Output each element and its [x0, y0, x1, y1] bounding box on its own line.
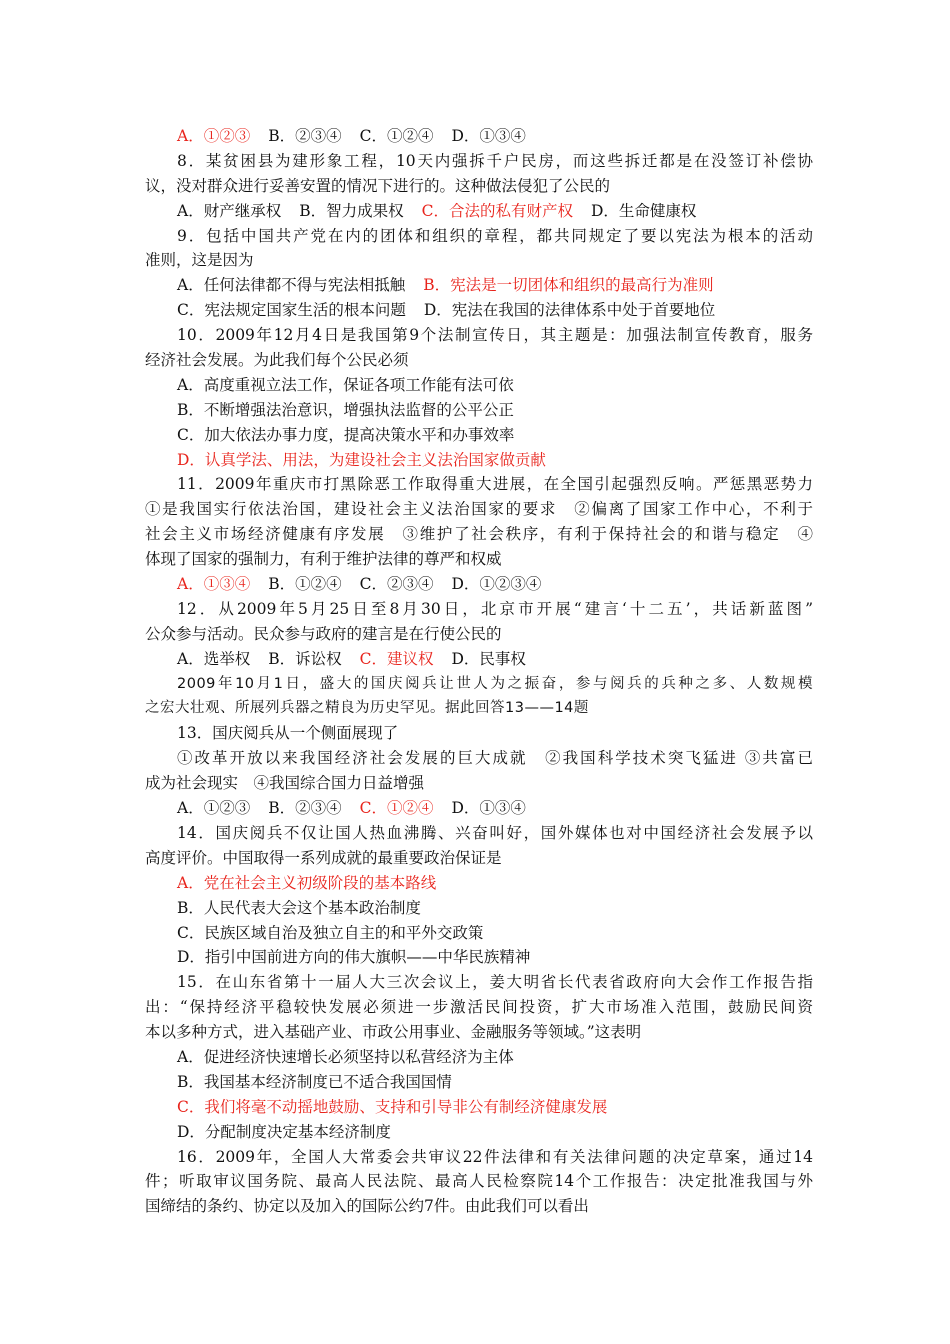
q12-stem-line1: 12．从2009年5月25日至8月30日，北京市开展“建言‘十二五’，共话新蓝图” [177, 599, 813, 618]
q11-option-c: C．②③④ [359, 575, 434, 594]
q12-option-d: D．民事权 [451, 649, 526, 668]
q11-stem-line4: 体现了国家的强制力，有利于维护法律的尊严和权威 [145, 550, 502, 569]
q13-stem: 13．国庆阅兵从一个侧面展现了 [177, 724, 399, 743]
q13-option-a: A．①②③ [177, 799, 251, 818]
q10-option-c: C．加大依法办事力度，提高决策水平和办事效率 [177, 425, 515, 444]
q12-option-a: A．选举权 [177, 649, 251, 668]
passage-line2: 之宏大壮观、所展列兵器之精良为历史罕见。据此回答13——14题 [145, 700, 589, 717]
q10-stem-line2: 经济社会发展。为此我们每个公民必须 [145, 351, 409, 370]
q9-option-c: C．宪法规定国家生活的根本问题 [177, 301, 406, 320]
q14-stem-line2: 高度评价。中国取得一系列成就的最重要政治保证是 [145, 848, 502, 867]
q12-option-b: B．诉讼权 [268, 649, 342, 668]
q10-option-b: B．不断增强法治意识，增强执法监督的公平公正 [177, 400, 514, 419]
q11-option-d: D．①②③④ [451, 575, 542, 594]
q11-stem-line3: 社会主义市场经济健康有序发展 ③维护了社会秩序，有利于保持社会的和谐与稳定 ④ [145, 525, 813, 544]
q14-stem-line1: 14．国庆阅兵不仅让国人热血沸腾、兴奋叫好，国外媒体也对中国经济社会发展予以 [177, 823, 813, 842]
q9-option-b: B．宪法是一切团体和组织的最高行为准则 [423, 276, 714, 295]
q8-stem-line1: 8．某贫困县为建形象工程，10天内强拆千户民房，而这些拆迁都是在没签订补偿协 [177, 151, 813, 170]
q15-option-d: D．分配制度决定基本经济制度 [177, 1122, 391, 1141]
q9-stem-line1: 9．包括中国共产党在内的团体和组织的章程，都共同规定了要以宪法为根本的活动 [177, 226, 813, 245]
q9-options-ab [145, 273, 813, 298]
q10-stem-line1: 10．2009年12月4日是我国第9个法制宣传日，其主题是：加强法制宣传教育，服务 [177, 326, 813, 345]
q13-statements-line1: ①改革开放以来我国经济社会发展的巨大成就 ②我国科学技术突飞猛进 ③共富已 [177, 749, 813, 768]
question-list [145, 124, 813, 1219]
q8-option-b: B．智力成果权 [299, 201, 404, 220]
passage-line1: 2009年10月1日，盛大的国庆阅兵让世人为之振奋，参与阅兵的兵种之多、人数规模 [177, 675, 813, 692]
q14-option-c: C．民族区域自治及独立自主的和平外交政策 [177, 923, 484, 942]
q15-option-b: B．我国基本经济制度已不适合我国国情 [177, 1072, 452, 1091]
q8-stem-line2: 议，没对群众进行妥善安置的情况下进行的。这种做法侵犯了公民的 [145, 176, 611, 195]
q15-stem-line2: 出：“保持经济平稳较快发展必须进一步激活民间投资，扩大市场准入范围，鼓励民间资 [145, 998, 813, 1017]
q15-stem-line3: 本以多种方式，进入基础产业、市政公用事业、金融服务等领域。”这表明 [145, 1023, 642, 1042]
q7-options [145, 124, 813, 149]
q13-option-c: C．①②④ [359, 799, 434, 818]
q16-stem-line2: 件；听取审议国务院、最高人民法院、最高人民检察院14个工作报告：决定批准我国与外 [145, 1172, 813, 1191]
q12-options [145, 647, 813, 672]
q11-stem-line1: 11．2009年重庆市打黑除恶工作取得重大进展，在全国引起强烈反响。严惩黑恶势力 [177, 475, 813, 494]
q11-option-b: B．①②④ [268, 575, 342, 594]
q15-option-c: C．我们将毫不动摇地鼓励、支持和引导非公有制经济健康发展 [177, 1097, 608, 1116]
q10-option-d: D．认真学法、用法，为建设社会主义法治国家做贡献 [177, 450, 546, 469]
q14-option-d: D．指引中国前进方向的伟大旗帜——中华民族精神 [177, 948, 531, 967]
q9-option-d: D．宪法在我国的法律体系中处于首要地位 [423, 301, 716, 320]
q14-option-b: B．人民代表大会这个基本政治制度 [177, 898, 421, 917]
q7-option-a: A．①②③ [177, 127, 251, 145]
q15-option-a: A．促进经济快速增长必须坚持以私营经济为主体 [177, 1047, 514, 1066]
q13-options [145, 796, 813, 821]
q16-stem-line3: 国缔结的条约、协定以及加入的国际公约7件。由此我们可以看出 [145, 1197, 589, 1216]
q12-stem-line2: 公众参与活动。民众参与政府的建言是在行使公民的 [145, 624, 502, 643]
q8-options [145, 199, 813, 224]
q8-option-a: A．财产继承权 [177, 201, 282, 220]
q11-options [145, 572, 813, 597]
q8-option-d: D．生命健康权 [590, 201, 697, 220]
q16-stem-line1: 16．2009年，全国人大常委会共审议22件法律和有关法律问题的决定草案，通过14 [177, 1147, 813, 1166]
q15-stem-line1: 15．在山东省第十一届人大三次会议上，姜大明省长代表省政府向大会作工作报告指 [177, 973, 813, 992]
q9-option-a: A．任何法律都不得与宪法相抵触 [177, 276, 406, 295]
q7-option-d: D．①③④ [451, 127, 526, 145]
q13-option-b: B．②③④ [268, 799, 342, 818]
q11-option-a: A．①③④ [177, 575, 251, 594]
q7-option-b: B．②③④ [268, 127, 342, 145]
q13-statements-line2: 成为社会现实 ④我国综合国力日益增强 [145, 774, 425, 793]
q8-option-c: C．合法的私有财产权 [421, 201, 573, 220]
q7-option-c: C．①②④ [359, 127, 434, 145]
q14-option-a: A．党在社会主义初级阶段的基本路线 [177, 873, 437, 892]
q9-options-cd [145, 298, 813, 323]
q9-stem-line2: 准则，这是因为 [145, 251, 254, 270]
q12-option-c: C．建议权 [359, 649, 434, 668]
q13-option-d: D．①③④ [451, 799, 526, 818]
q11-stem-line2: ①是我国实行依法治国，建设社会主义法治国家的要求 ②偏离了国家工作中心，不利于 [145, 500, 813, 519]
q10-option-a: A．高度重视立法工作，保证各项工作能有法可依 [177, 375, 514, 394]
